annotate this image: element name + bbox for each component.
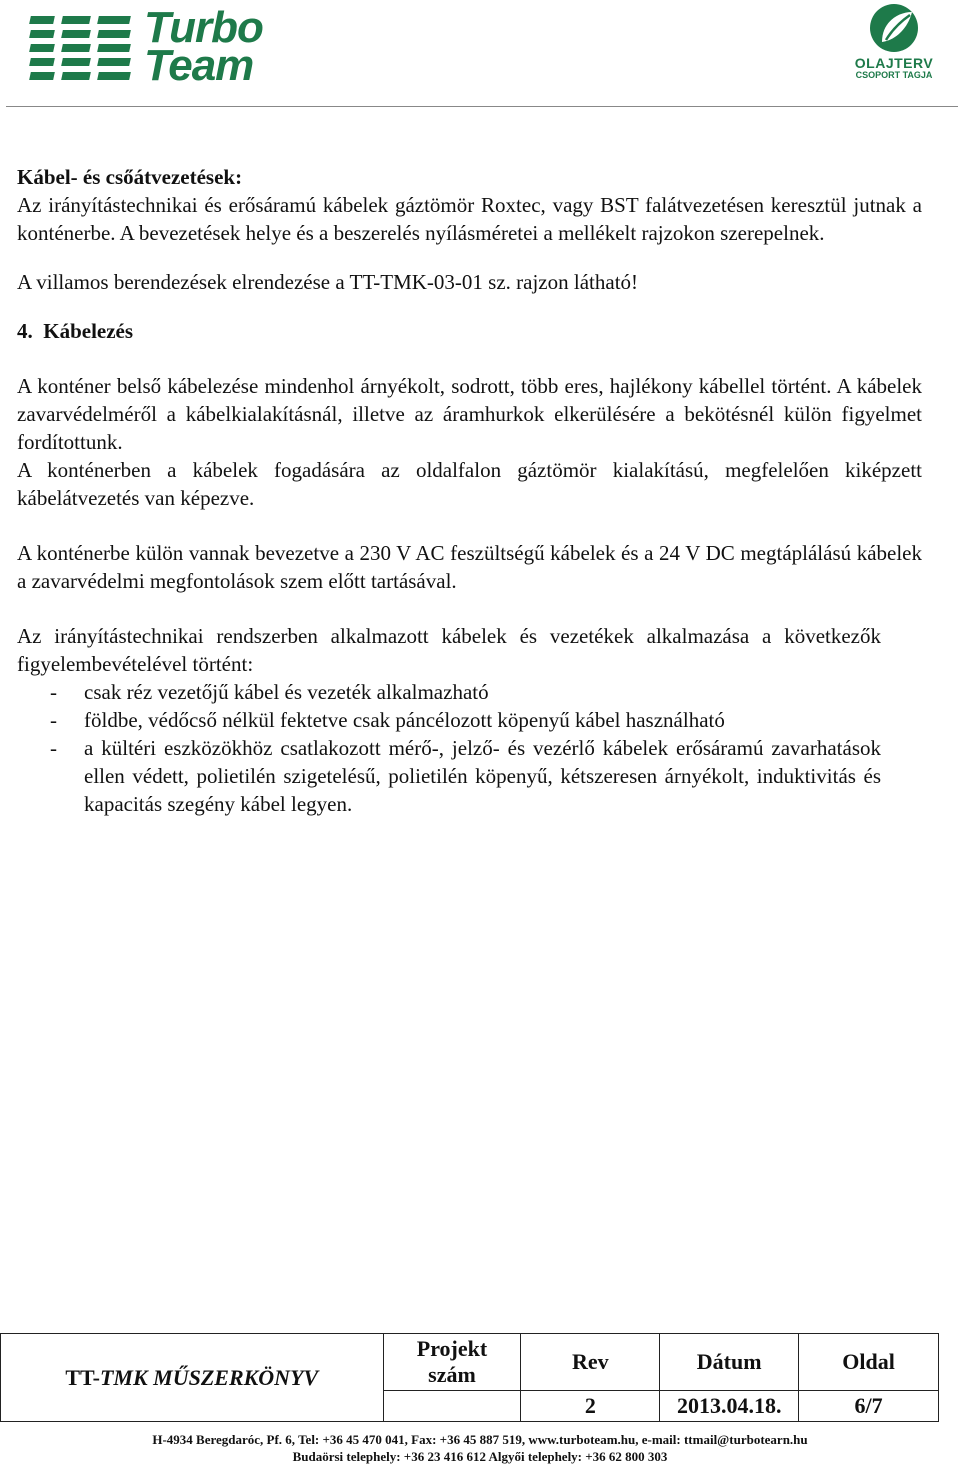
footer-document-title: TT-TMK MŰSZERKÖNYV	[1, 1334, 384, 1422]
footer-address-line-1: H-4934 Beregdaróc, Pf. 6, Tel: +36 45 470 041, Fax: +36 45 887 519, www.turboteam.hu, e-mail: ttmail@turbotearn.hu	[152, 1432, 808, 1447]
footer-val-page: 6/7	[799, 1391, 939, 1422]
header-divider	[6, 106, 958, 107]
cabling-requirements-list	[17, 678, 881, 818]
heading-cabling: 4. Kábelezés	[17, 319, 134, 343]
olajterv-leaf-icon	[868, 2, 920, 54]
footer-val-project	[383, 1391, 521, 1422]
paragraph-cable-entry: Az irányítástechnikai és erősáramú kábelek gáztömör Roxtec, vagy BST falátvezetésen keresztül jutnak a konténerbe. A bevezetések helye és a beszerelés nyílásméretei a mellékelt rajzokon szerepelnek.	[17, 193, 922, 245]
paragraph-cabling-4: Az irányítástechnikai rendszerben alkalmazott kábelek és vezetékek alkalmazása a következők figyelembevételével történt:	[17, 624, 881, 676]
olajterv-logo	[848, 2, 940, 86]
list-item: - földbe, védőcső nélkül fektetve csak páncélozott köpenyű kábel használható	[50, 708, 725, 732]
list-item: - csak réz vezetőjű kábel és vezeték alkalmazható	[50, 680, 489, 704]
paragraph-cabling-3: A konténerbe külön vannak bevezetve a 230 V AC feszültségű kábelek és a 24 V DC megtáplálású kábelek a zavarvédelmi megfontolások szem előtt tartásával.	[17, 541, 922, 593]
paragraph-layout-reference: A villamos berendezések elrendezése a TT-TMK-03-01 sz. rajzon látható!	[17, 270, 639, 294]
logo-word-team: Team	[144, 41, 254, 90]
footer-address-line-2: Budaörsi telephely: +36 23 416 612 Algyői telephely: +36 62 800 303	[292, 1449, 668, 1464]
logo-stripes-icon	[26, 12, 138, 88]
footer-col-rev: Rev	[521, 1334, 660, 1391]
olajterv-sub: CSOPORT TAGJA	[855, 70, 933, 80]
list-item: - a kültéri eszközökhöz csatlakozott mérő-, jelző- és vezérlő kábelek erősáramú zavarhatások ellen védett, polietilén szigetelésű, polietilén köpenyű, kétszeresen árnyékolt, induktivitás és kapacitás szegény kábel legyen.	[50, 736, 881, 816]
logo-word-turbo: Turbo	[144, 3, 263, 52]
document-body	[17, 163, 922, 818]
olajterv-name: OLAJTERV	[854, 55, 934, 71]
turbo-team-logo	[26, 3, 326, 90]
heading-cable-entry: Kábel- és csőátvezetések:	[17, 165, 243, 189]
footer-title-block	[0, 1333, 939, 1422]
footer-col-date: Dátum	[660, 1334, 799, 1391]
paragraph-cabling-1: A konténer belső kábelezése mindenhol árnyékolt, sodrott, több eres, hajlékony kábellel történt. A kábelek zavarvédelméről a kábelkialakításnál, illetve az áramhurkok elkerülésére a bekötésnél külön figyelmet fordítottunk.	[17, 374, 922, 454]
footer-col-project: Projekt szám	[383, 1334, 521, 1391]
paragraph-cabling-2: A konténerben a kábelek fogadására az oldalfalon gáztömör kialakítású, megfelelően kiképzett kábelátvezetés van képezve.	[17, 458, 922, 510]
footer-col-page: Oldal	[799, 1334, 939, 1391]
footer-val-date: 2013.04.18.	[660, 1391, 799, 1422]
footer-val-rev: 2	[521, 1391, 660, 1422]
